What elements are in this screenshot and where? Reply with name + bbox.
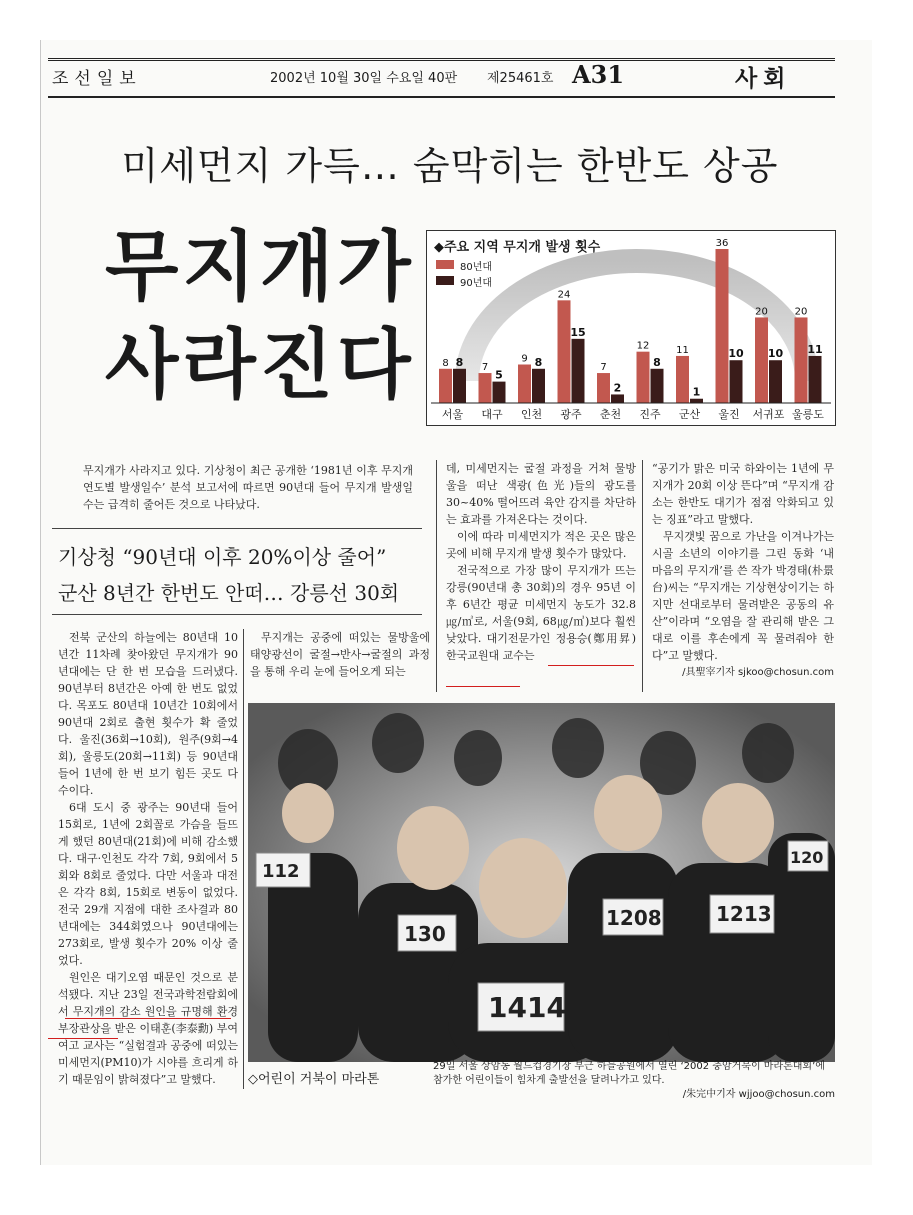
legend-swatch-80s xyxy=(436,260,454,269)
article-col4 xyxy=(652,460,834,681)
value-label-90s-3: 15 xyxy=(570,325,586,339)
col4-para1: “공기가 맑은 미국 하와이는 1년에 무지개가 20회 이상 뜬다”며 “무지개 감소는 한반도 대기가 점점 악화되고 있는 징표”라고 말했다. xyxy=(652,462,834,526)
bib-5: 1213 xyxy=(716,902,772,926)
column-rule-2 xyxy=(436,460,437,692)
col4-para2: 무지갯빛 꿈으로 가난을 이겨나가는 시골 소년의 이야기를 그린 동화 ‘내 마음의 무지개’를 쓴 작가 박경태(朴景台)씨는 “무지개는 기상현상이기는 하지만 선대로부터 물려받은 공동의 유산”이라며 “오염을 잘 관리해 받은 그대로 이를 후손에게 꼭 물려줘야 한다”고 말했다. xyxy=(652,530,834,662)
article-col3 xyxy=(446,460,636,664)
bar-80s-2 xyxy=(518,365,531,404)
byline: /具聖宰기자 sjkoo@chosun.com xyxy=(682,667,834,678)
col1-para2: 6대 도시 중 광주는 90년대 들어 15회로, 1년에 2회꼴로 가슴을 들뜨게 했던 80년대(21회)에 비해 감소했다. 대구·인천도 각각 7회, 9회에서 5회와 8회로 줄었다. 다만 서울과 대전은 각각 8회, 15회로 변동이 없었다. 전국 29개 지점에 대한 조사결과 80년대에는 344회였으나 90년대에는 273회로, 발생 횟수가 20% 이상 줄었다. xyxy=(58,801,238,967)
kicker-headline: 미세먼지 가득… 숨막히는 한반도 상공 xyxy=(121,144,779,188)
bar-80s-5 xyxy=(637,352,650,403)
category-label-5: 진주 xyxy=(639,408,661,421)
value-label-90s-1: 5 xyxy=(495,368,503,382)
issue-date: 2002년 10월 30일 수요일 40판 xyxy=(270,71,458,86)
chart-title: ◆주요 지역 무지개 발생 횟수 xyxy=(434,240,601,255)
issue-number: 제25461호 xyxy=(487,71,554,86)
value-label-80s-4: 7 xyxy=(600,362,607,374)
photo-credit: /朱完中기자 wjjoo@chosun.com xyxy=(682,1089,835,1100)
bar-80s-6 xyxy=(676,356,689,403)
value-label-90s-7: 10 xyxy=(728,347,744,361)
legend-90s xyxy=(436,274,492,289)
bar-80s-1 xyxy=(479,373,492,403)
headline-line-2: 사라진다 xyxy=(105,320,415,409)
category-label-9: 울릉도 xyxy=(792,408,824,421)
category-label-2: 인천 xyxy=(520,408,543,421)
value-label-80s-8: 20 xyxy=(755,306,768,318)
bar-80s-3 xyxy=(558,300,571,403)
category-label-6: 군산 xyxy=(678,408,701,421)
category-label-4: 춘천 xyxy=(599,408,622,421)
section-name: 사회 xyxy=(735,66,792,92)
bib-6: 120 xyxy=(790,848,824,867)
bar-90s-0 xyxy=(453,369,466,403)
bib-2: 130 xyxy=(404,922,446,946)
legend-80s xyxy=(436,258,492,273)
red-annotation-3 xyxy=(548,665,634,666)
bar-90s-4 xyxy=(611,394,624,403)
category-label-7: 울진 xyxy=(718,408,740,421)
bar-80s-8 xyxy=(755,317,768,403)
subhead-2: 군산 8년간 한번도 안떠… 강릉선 30회 xyxy=(58,581,400,605)
category-label-3: 광주 xyxy=(560,408,582,421)
page-number: A31 xyxy=(572,60,625,89)
bar-90s-9 xyxy=(809,356,822,403)
bib-1: 112 xyxy=(262,861,300,882)
value-label-80s-2: 9 xyxy=(521,353,528,365)
value-label-90s-9: 11 xyxy=(807,342,823,356)
category-label-1: 대구 xyxy=(481,408,503,421)
value-label-80s-7: 36 xyxy=(715,238,729,249)
bar-80s-4 xyxy=(597,373,610,403)
bib-4: 1208 xyxy=(606,906,662,930)
bar-90s-8 xyxy=(769,360,782,403)
value-label-90s-8: 10 xyxy=(767,347,784,361)
red-annotation-1 xyxy=(65,1018,231,1019)
bib-3: 1414 xyxy=(488,991,566,1024)
article-col1 xyxy=(58,629,238,1088)
value-label-80s-3: 24 xyxy=(557,289,571,301)
legend-label-90s: 90년대 xyxy=(460,278,493,289)
value-label-80s-6: 11 xyxy=(676,344,689,356)
masthead-rule-bottom xyxy=(48,96,835,98)
value-label-90s-0: 8 xyxy=(455,355,464,369)
value-label-80s-9: 20 xyxy=(794,306,808,318)
subhead-rule xyxy=(52,614,422,615)
col1-para3: 원인은 대기오염 때문인 것으로 분석됐다. 지난 23일 전국과학전람회에서 무지개의 감소 원인을 규명해 환경부장관상을 받은 이태훈(李泰勳) 부여여고 교사는 “실험결과 공중에 떠있는 미세먼지(PM10)가 시야를 흐리게 하기 때문임이 밝혀졌다”고 말했다. xyxy=(58,971,238,1086)
value-label-80s-5: 12 xyxy=(636,340,650,352)
bar-90s-5 xyxy=(651,369,664,403)
value-label-90s-2: 8 xyxy=(534,355,543,369)
value-label-90s-4: 2 xyxy=(613,381,622,395)
red-annotation-4 xyxy=(446,686,520,687)
bar-90s-6 xyxy=(690,399,703,403)
category-label-0: 서울 xyxy=(441,408,464,421)
col3-para1: 데, 미세먼지는 굴절 과정을 거쳐 물방울을 떠난 색광(色光)들의 광도를 30~40% 떨어뜨려 육안 감지를 차단하는 효과를 가져온다는 것이다. xyxy=(446,462,636,526)
bar-90s-7 xyxy=(730,360,743,403)
bar-80s-0 xyxy=(439,369,452,403)
value-label-90s-5: 8 xyxy=(653,355,661,369)
legend-label-80s: 80년대 xyxy=(460,262,493,273)
lead-rule xyxy=(52,528,422,529)
masthead-rule-top xyxy=(48,58,835,61)
col1-para1: 전북 군산의 하늘에는 80년대 10년간 11차례 찾아왔던 무지개가 90년대에는 단 한 번 모습을 드러냈다. 90년부터 8년간은 아예 한 번도 없었다. 목포도 80년대 10년간 10회에서 90년대 2회로 출현 횟수가 확 줄었다. 울진(36회→10회), 원주(9회→4회), 울릉도(20회→11회) 등 90년대 들어 1년에 한 번 보기 힘든 곳도 다수이다. xyxy=(58,631,238,797)
column-rule-1 xyxy=(243,629,244,1089)
col2-para1: 무지개는 공중에 떠있는 물방울에 태양광선이 굴절→반사→굴절의 과정을 통해 우리 눈에 들어오게 되는 xyxy=(250,631,430,678)
marathon-photo xyxy=(248,703,835,1062)
col3-para2: 이에 따라 미세먼지가 적은 곳은 많은 곳에 비해 무지개 발생 횟수가 많았다. xyxy=(446,530,636,560)
article-col2 xyxy=(250,629,430,680)
lead-paragraph: 무지개가 사라지고 있다. 기상청이 최근 공개한 ‘1981년 이후 무지개 연도별 발생일수’ 분석 보고서에 따르면 90년대 들어 무지개 발생일수는 급격히 줄어든 것으로 나타났다. xyxy=(83,464,413,511)
legend-swatch-90s xyxy=(436,276,454,285)
newspaper-name: 조선일보 xyxy=(52,69,142,89)
subhead-1: 기상청 “90년대 이후 20%이상 줄어” xyxy=(58,545,387,569)
value-label-80s-1: 7 xyxy=(481,362,489,374)
bar-90s-1 xyxy=(493,382,506,403)
value-label-80s-0: 8 xyxy=(442,357,449,369)
photo-caption-title: ◇어린이 거북이 마라톤 xyxy=(248,1072,380,1087)
red-annotation-2 xyxy=(48,1038,118,1039)
col3-para3: 전국적으로 가장 많이 무지개가 뜨는 강릉(90년대 총 30회)의 경우 95년 이후 6년간 평균 미세먼지 농도가 32.8㎍/㎥로, 서울(9회, 68㎍/㎥)보다 훨씬 낮았다. 대기전문가인 정용승(鄭用昇) 한국교원대 교수는 xyxy=(446,564,636,662)
value-label-90s-6: 1 xyxy=(692,385,701,399)
bar-90s-2 xyxy=(532,369,545,403)
photo-caption-text: 29일 서울 상암동 월드컵경기장 부근 하늘공원에서 열린 ‘2002 충암거북이 마라톤대회’에 참가한 어린이들이 힘차게 출발선을 달려나가고 있다. xyxy=(433,1061,825,1086)
bar-80s-9 xyxy=(795,317,808,403)
photo-illustration xyxy=(248,703,835,1062)
main-headline xyxy=(105,218,425,414)
category-label-8: 서귀포 xyxy=(752,408,785,421)
column-rule-3 xyxy=(642,460,643,692)
bar-90s-3 xyxy=(572,339,585,403)
headline-line-1: 무지개가 xyxy=(105,222,415,311)
photo-caption xyxy=(433,1060,835,1102)
bar-80s-7 xyxy=(716,249,729,403)
